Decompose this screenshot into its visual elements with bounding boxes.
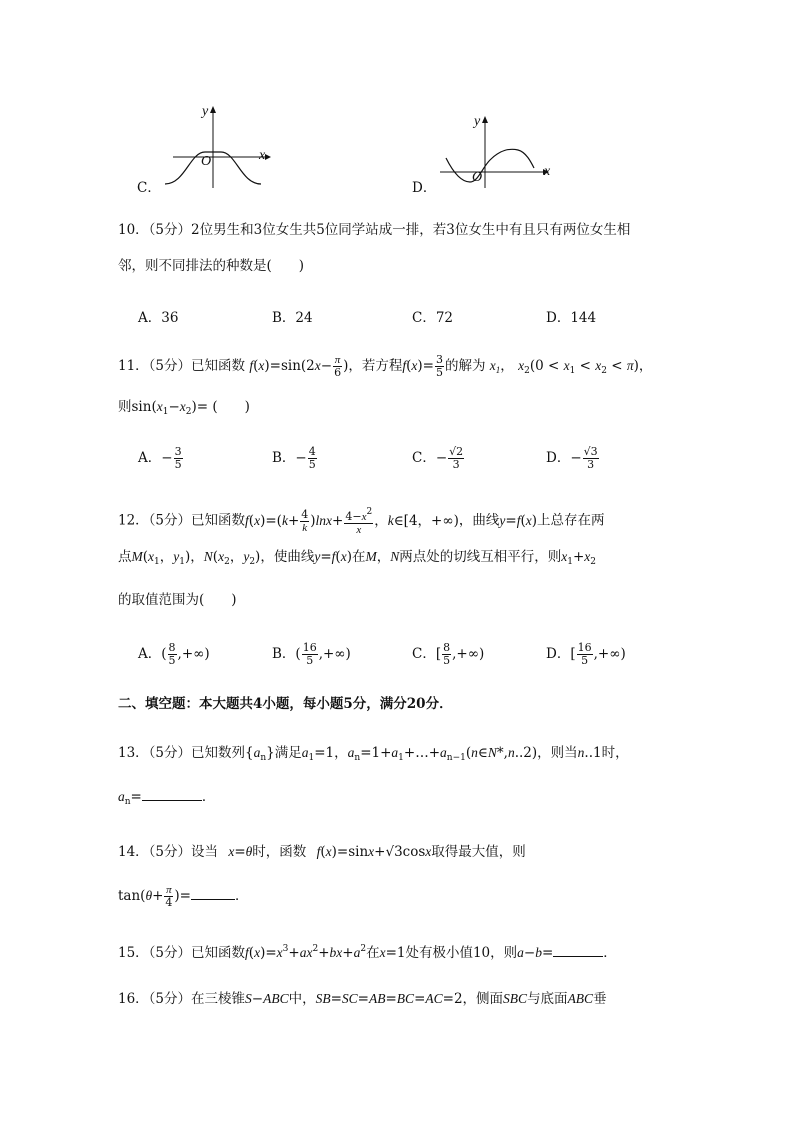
q11-option-b: B．− $\frac{4}{5}$ <box>272 445 316 471</box>
graph-d <box>410 112 570 198</box>
q12-line2: 点$M(x_1$，$y_1$)，$N(x_2$，$y_2$)，使曲线y=f(x)在M，N两点处的切线互相平行，则$x_1+x_2$ <box>118 549 597 567</box>
graph-c-x: x <box>259 148 266 163</box>
graph-c <box>135 100 285 196</box>
section-2-heading: 二、填空题：本大题共4小题，每小题5分，满分20分． <box>118 696 453 712</box>
q11-option-d: D．− $\frac{√3}{3}$ <box>546 445 598 471</box>
graph-c-o: O <box>201 154 212 169</box>
q12-func: f(x)=(k+ $\frac{4}{k}$ )lnx+ $\frac{4-x^2}{x}$ ，k∈[4，+∞) <box>245 507 459 536</box>
q11-x1: $x_1$ <box>489 358 501 375</box>
q12-sum: $x_1+x_2$ <box>561 549 597 567</box>
q10-option-c: C．72 <box>412 310 454 326</box>
q12-option-d: D．[ $\frac{16}{5}$ ,+∞) <box>546 641 626 667</box>
q12-option-b: B．( $\frac{16}{5}$ ,+∞) <box>272 641 351 667</box>
q12-points: $M(x_1$，$y_1$)，$N(x_2$，$y_2$) <box>131 549 261 567</box>
q11-line2 <box>118 398 250 421</box>
graph-d-x: x <box>544 164 551 179</box>
q14-line1: 14．（5分）设当 x=θ时，函数 f(x)=sinx+√3cosx取得最大值，则 <box>118 844 526 860</box>
q10-option-d: D．144 <box>546 310 597 326</box>
graph-c-y: y <box>202 104 209 119</box>
q11-line2-pre: 则 <box>118 399 132 415</box>
q11-sin-diff: $\sin(x_1-x_2)$ <box>131 399 197 417</box>
q11-mid2: 的解为 <box>444 358 486 374</box>
q11-option-c: C．− $\frac{√2}{3}$ <box>412 445 464 471</box>
q11-option-a: A．− $\frac{3}{5}$ <box>138 445 182 471</box>
q11-line2-post: = ( ) <box>196 399 250 415</box>
q12-mid: ，曲线 <box>458 512 500 529</box>
q12-prefix: 12．（5分）已知函数 <box>118 512 246 529</box>
q12-option-a: A．( $\frac{8}{5}$ ,+∞) <box>138 641 210 667</box>
q11-eq: f(x)= $\frac{3}{5}$ <box>402 353 443 379</box>
q11-func: f(x)=sin(2x− $\frac{\pi}{6}$ ) <box>249 354 349 379</box>
q13-answer-blank[interactable] <box>142 788 202 801</box>
q15-line1: 15．（5分）已知函数$f(x)=x^3+ax^2+bx+a^2$在x=1处有极小值10，则a−b= ． <box>118 944 617 961</box>
q11-line1 <box>118 354 652 380</box>
q10-line2: 邻，则不同排法的种数是( ) <box>118 258 305 274</box>
q11-end: ， <box>500 358 514 374</box>
q11-mid: ，若方程 <box>348 358 403 374</box>
graph-d-y: y <box>474 114 481 129</box>
q13-line2: $a_n=$ ． <box>118 789 216 807</box>
graph-d-o: O <box>472 170 483 185</box>
q12-line1 <box>118 506 605 536</box>
q16-line1: 16．（5分）在三棱锥S−ABC中，SB=SC=AB=BC=AC=2，侧面SBC与底面ABC垂 <box>118 991 607 1007</box>
q11-x2: $x_2(0 < x_1 < x_2 < \pi)$， <box>518 358 653 376</box>
graph-c-label: C． <box>137 180 161 196</box>
q14-line2: tan(θ+ $\frac{\pi}{4}$ )= ． <box>118 884 249 909</box>
q11-prefix: 11．（5分）已知函数 <box>118 358 246 374</box>
q10-line1: 10．（5分）2位男生和3位女生共5位同学站成一排，若3位女生中有且只有两位女生相 <box>118 222 631 238</box>
graph-d-plot <box>410 112 570 198</box>
q12-line3: 的取值范围为( ) <box>118 592 237 608</box>
q12-curve: y=f(x) <box>499 512 538 529</box>
q12-end: 上总存在两 <box>537 512 605 529</box>
q10-option-a: A．36 <box>138 310 179 326</box>
q14-answer-blank[interactable] <box>191 887 235 900</box>
graph-d-label: D． <box>412 180 437 196</box>
q15-answer-blank[interactable] <box>553 944 603 957</box>
q10-option-b: B．24 <box>272 310 313 326</box>
q13-line1: 13．（5分）已知数列$\{a_n\}$满足$a_1=1$，$a_n=1+a_1+\dots+a_{n-1}(n\in N*,n..2)$，则当n..1时， <box>118 745 629 763</box>
q12-option-c: C．[ $\frac{8}{5}$ ,+∞) <box>412 641 485 667</box>
